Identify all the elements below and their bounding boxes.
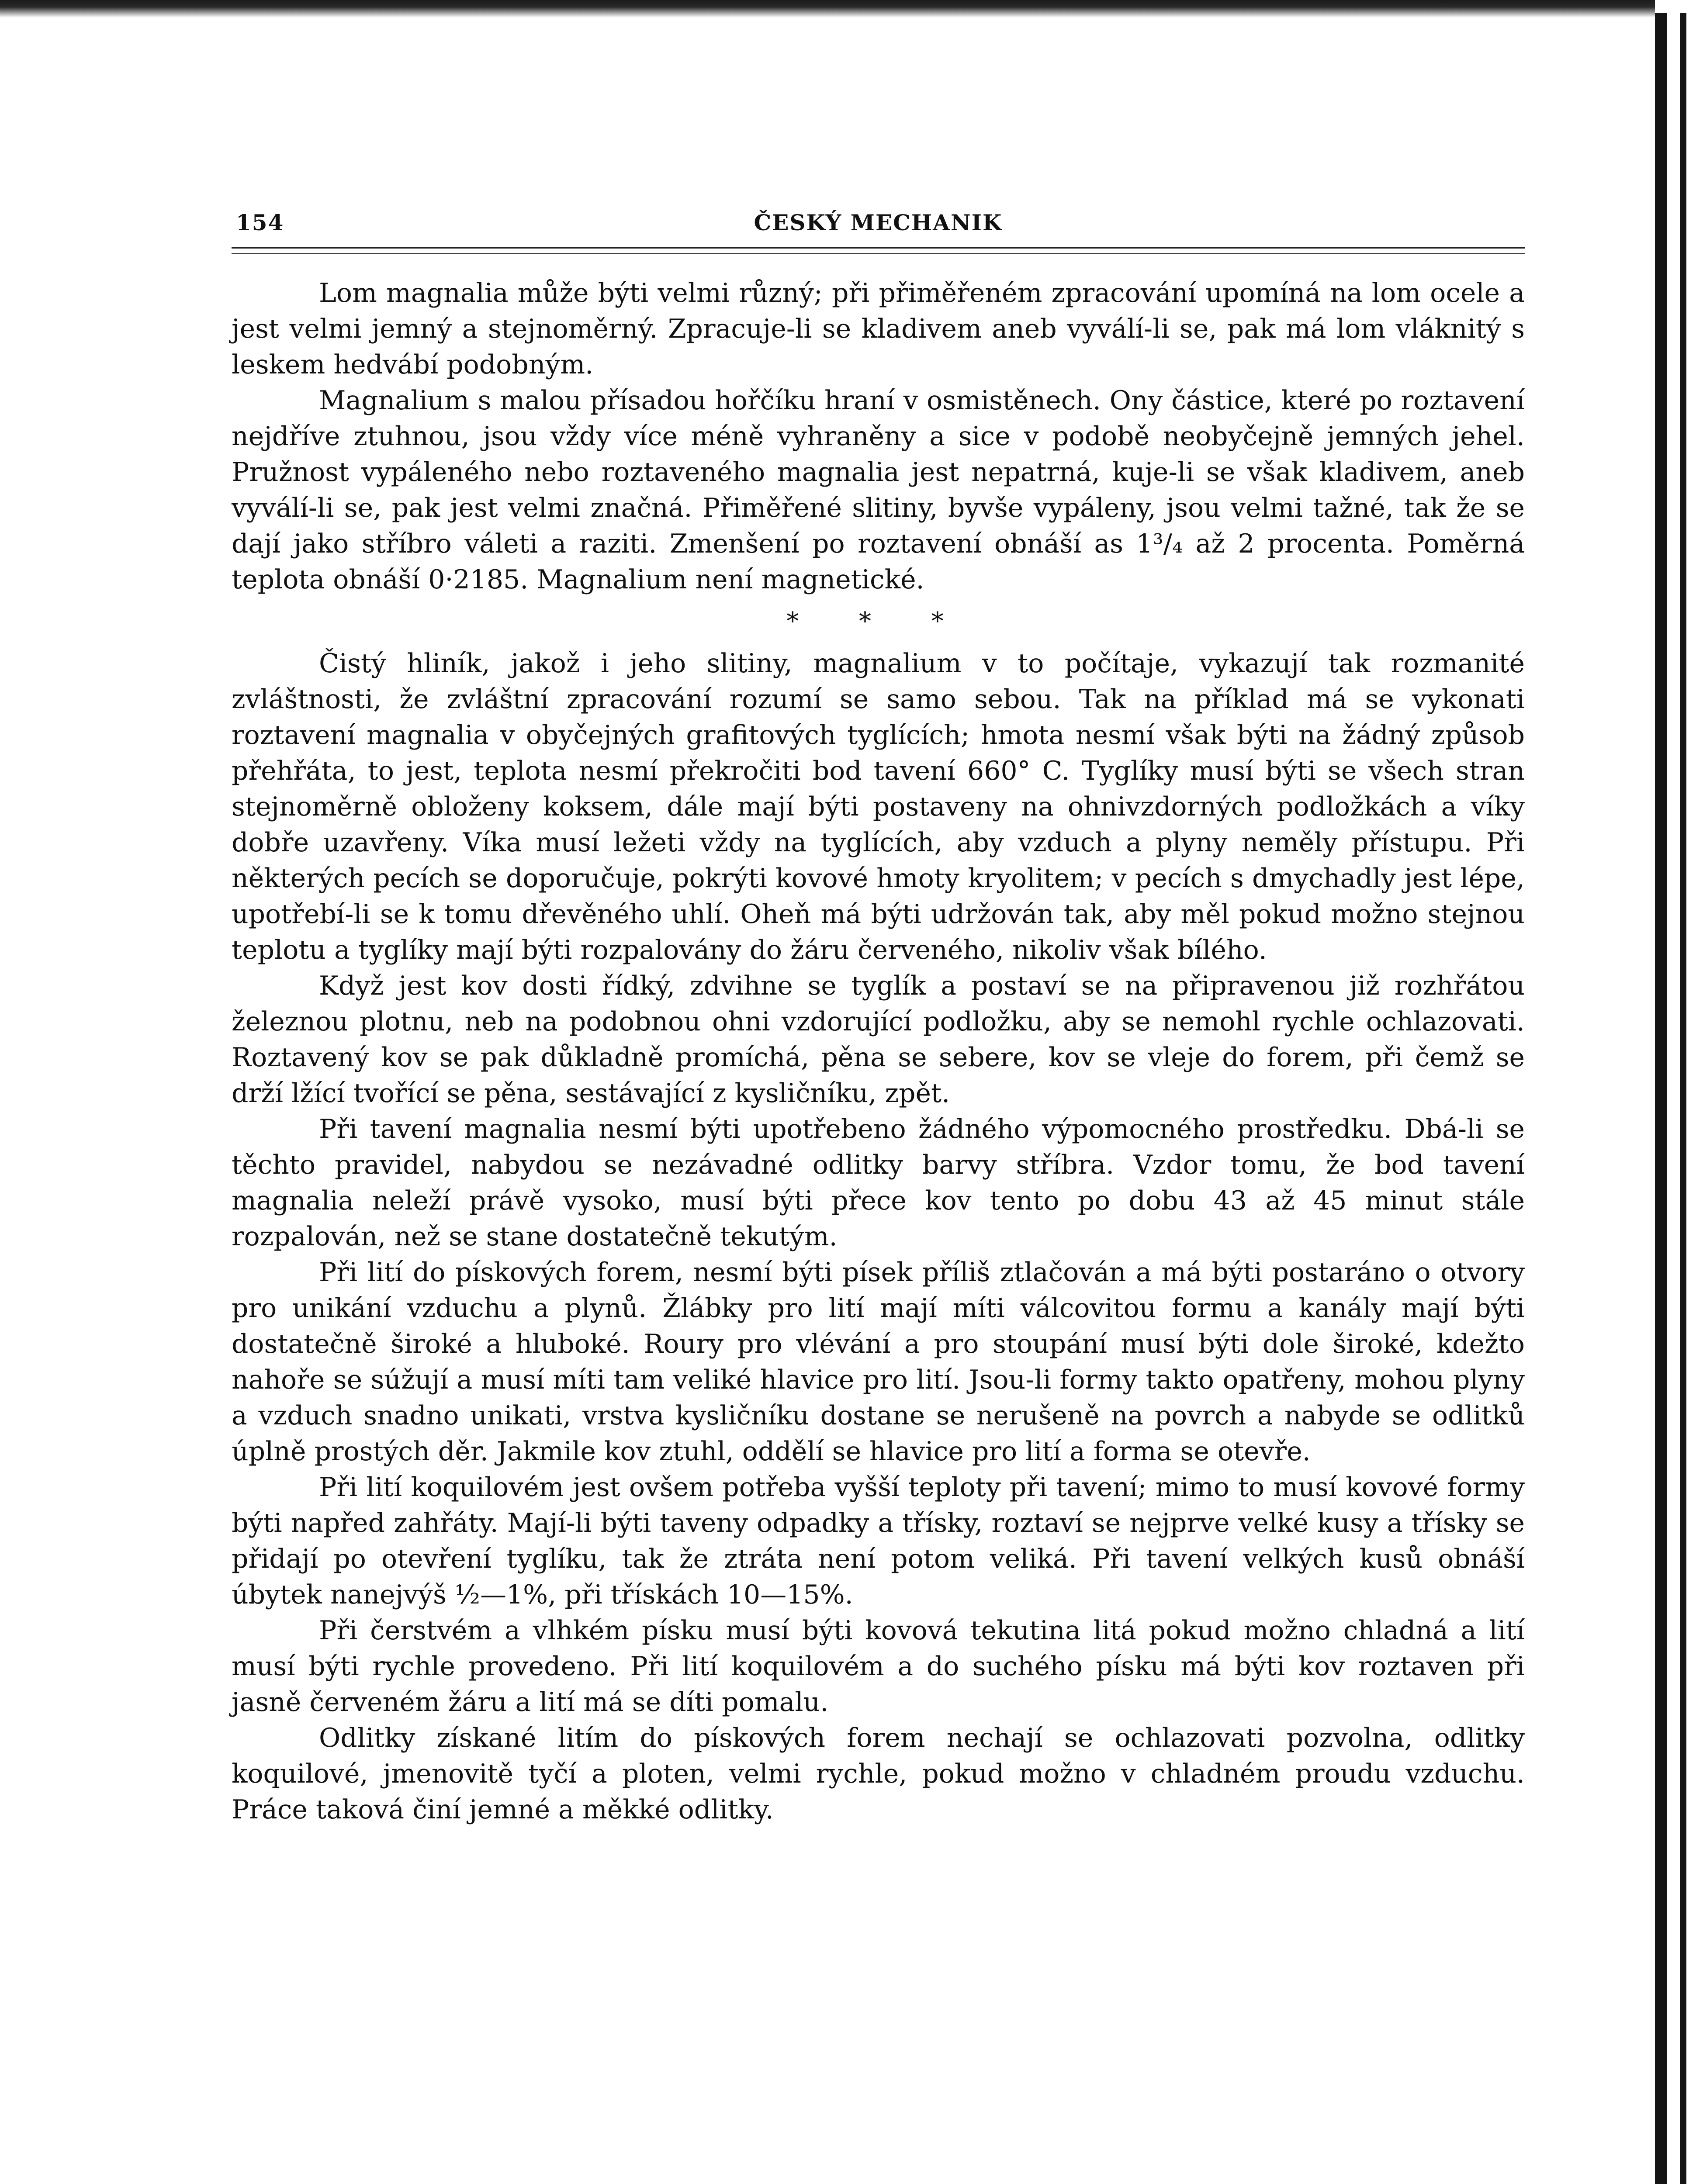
paragraph: Lom magnalia může býti velmi různý; při přiměřeném zpracování upomíná na lom ocele a jest velmi jemný a stejnoměrný. Zpracuje-li se kladivem aneb vyválí-li se, pak má lom vláknitý s leskem hedvábí podobným.	[232, 278, 1525, 380]
scan-edge-bar	[1680, 13, 1686, 2184]
section-break: * * *	[786, 607, 970, 636]
paragraph: Odlitky získané litím do pískových forem nechají se ochlazovati pozvolna, odlitky koquilové, jmenovitě tyčí a ploten, velmi rychle, pokud možno v chladném proudu vzduchu. Práce taková činí jemné a měkké odlitky.	[232, 1723, 1525, 1825]
header-rule	[232, 247, 1525, 254]
paragraph: Při lití do pískových forem, nesmí býti písek příliš ztlačován a má býti postaráno o otvory pro unikání vzduchu a plynů. Žlábky pro lití mají míti válcovitou formu a kanály mají býti dostatečně široké a hluboké. Roury pro vlévání a pro stoupání musí býti dole široké, kdežto nahoře se súžují a musí míti tam veliké hlavice pro lití. Jsou-li formy takto opatřeny, mohou plyny a vzduch snadno unikati, vrstva kysličníku dostane se nerušeně na povrch a nabyde se odlitků úplně prostých děr. Jakmile kov ztuhl, oddělí se hlavice pro lití a forma se otevře.	[232, 1257, 1525, 1467]
page-header	[232, 205, 1525, 249]
scan-top-edge	[0, 0, 1703, 17]
page-number: 154	[236, 210, 284, 235]
paragraph: Při tavení magnalia nesmí býti upotřebeno žádného výpomocného prostředku. Dbá-li se těchto pravidel, nabydou se nezávadné odlitky barvy stříbra. Vzdor tomu, že bod tavení magnalia neleží právě vysoko, musí býti přece kov tento po dobu 43 až 45 minut stále rozpalován, než se stane dostatečně tekutým.	[232, 1114, 1525, 1252]
paragraph: Čistý hliník, jakož i jeho slitiny, magnalium v to počítaje, vykazují tak rozmanité zvláštnosti, že zvláštní zpracování rozumí se samo sebou. Tak na příklad má se vykonati roztavení magnalia v obyčejných grafitových tyglících; hmota nesmí však býti na žádný způsob přehřáta, to jest, teplota nesmí překročiti bod tavení 660° C. Tyglíky musí býti se všech stran stejnoměrně obloženy koksem, dále mají býti postaveny na ohnivzdorných podložkách a víky dobře uzavřeny. Víka musí ležeti vždy na tyglících, aby vzduch a plyny neměly přístupu. Při některých pecích se doporučuje, pokrýti kovové hmoty kryolitem; v pecích s dmychadly jest lépe, upotřebí-li se k tomu dřevěného uhlí. Oheň má býti udržován tak, aby měl pokud možno stejnou teplotu a tyglíky mají býti rozpalovány do žáru červeného, nikoliv však bílého.	[232, 648, 1525, 965]
paragraph: Při lití koquilovém jest ovšem potřeba vyšší teploty při tavení; mimo to musí kovové formy býti napřed zahřáty. Mají-li býti taveny odpadky a třísky, roztaví se nejprve velké kusy a třísky se přidají po otevření tyglíku, tak že ztráta není potom veliká. Při tavení velkých kusů obnáší úbytek nanejvýš ½—1%, při třískách 10—15%.	[232, 1472, 1525, 1610]
book-page	[232, 205, 1525, 1825]
running-title: ČESKÝ MECHANIK	[754, 210, 1003, 235]
paragraph: Když jest kov dosti řídký, zdvihne se tyglík a postaví se na připravenou již rozhřátou železnou plotnu, neb na podobnou ohni vzdorující podložku, aby se nemohl rychle ochlazovati. Roztavený kov se pak důkladně promíchá, pěna se sebere, kov se vleje do forem, při čemž se drží lžící tvořící se pěna, sestávající z kysličníku, zpět.	[232, 971, 1525, 1109]
scan-edge-bar	[1655, 13, 1667, 2184]
paragraph: Magnalium s malou přísadou hořčíku hraní v osmistěnech. Ony částice, které po roztavení nejdříve ztuhnou, jsou vždy více méně vyhraněny a sice v podobě neobyčejně jemných jehel. Pružnost vypáleného nebo roztaveného magnalia jest nepatrná, kuje-li se však kladivem, aneb vyválí-li se, pak jest velmi značná. Přiměřené slitiny, byvše vypáleny, jsou velmi tažné, tak že se dají jako stříbro váleti a raziti. Zmenšení po roztavení obnáší as 1³/₄ až 2 procenta. Poměrná teplota obnáší 0·2185. Magnalium není magnetické.	[232, 385, 1525, 595]
scan-right-edge	[1655, 0, 1703, 2184]
body-text	[232, 275, 1525, 1828]
paragraph: Při čerstvém a vlhkém písku musí býti kovová tekutina litá pokud možno chladná a lití musí býti rychle provedeno. Při lití koquilovém a do suchého písku má býti kov roztaven při jasně červeném žáru a lití má se díti pomalu.	[232, 1615, 1525, 1717]
